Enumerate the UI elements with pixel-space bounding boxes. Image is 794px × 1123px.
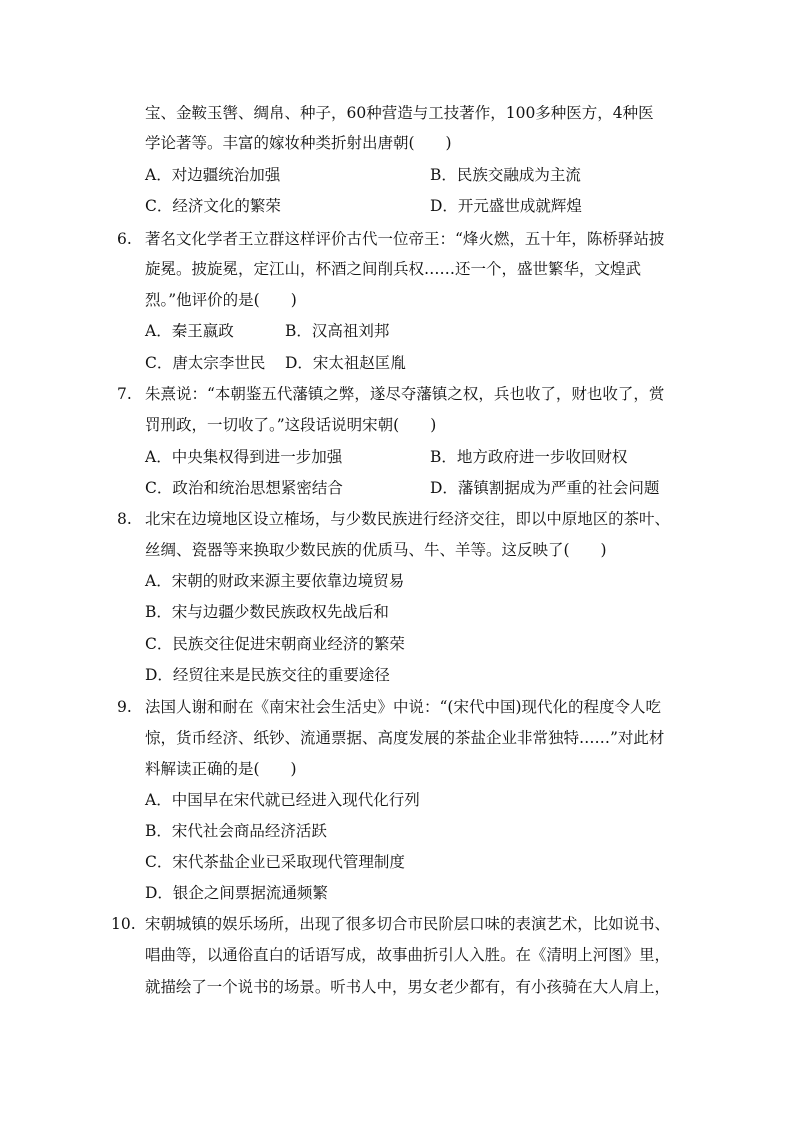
question-5-option-c: C．经济文化的繁荣 xyxy=(145,197,281,215)
question-5-line-1: 宝、金鞍玉辔、绸帛、种子，60种营造与工技著作，100多种医方，4种医 xyxy=(145,104,654,122)
question-6-line-1: 著名文化学者王立群这样评价古代一位帝王：“烽火燃，五十年，陈桥驿站披 xyxy=(145,230,665,248)
question-5-option-b: B．民族交融成为主流 xyxy=(430,166,581,184)
question-6-option-a: A．秦王嬴政 xyxy=(145,322,234,340)
question-6-number: 6. xyxy=(117,230,132,248)
question-8-option-c: C．民族交往促进宋朝商业经济的繁荣 xyxy=(145,635,405,653)
question-10-line-3: 就描绘了一个说书的场景。听书人中，男女老少都有，有小孩骑在大人肩上， xyxy=(145,978,670,996)
question-8-option-b: B．宋与边疆少数民族政权先战后和 xyxy=(145,603,389,621)
question-7-option-a: A．中央集权得到进一步加强 xyxy=(145,448,343,466)
question-9-number: 9. xyxy=(117,698,132,716)
question-9-option-c: C．宋代茶盐企业已采取现代管理制度 xyxy=(145,853,405,871)
question-9-option-a: A．中国早在宋代就已经进入现代化行列 xyxy=(145,791,420,809)
question-7-line-1: 朱熹说：“本朝鉴五代藩镇之弊，遂尽夺藩镇之权，兵也收了，财也收了，赏 xyxy=(145,385,665,403)
question-9-option-b: B．宋代社会商品经济活跃 xyxy=(145,822,327,840)
question-10-line-2: 唱曲等，以通俗直白的话语写成，故事曲折引人入胜。在《清明上河图》里， xyxy=(145,946,670,964)
question-8-option-d: D．经贸往来是民族交往的重要途径 xyxy=(145,666,390,684)
question-10-line-1: 宋朝城镇的娱乐场所，出现了很多切合市民阶层口味的表演艺术，比如说书、 xyxy=(145,915,670,933)
question-6-line-2: 旋冕。披旋冕，定江山，杯酒之间削兵权……还一个，盛世繁华，文煌武 xyxy=(145,260,642,278)
question-9-line-3: 料解读正确的是( ) xyxy=(145,760,297,778)
question-8-option-a: A．宋朝的财政来源主要依靠边境贸易 xyxy=(145,572,405,590)
question-7-line-2: 罚刑政，一切收了。”这段话说明宋朝( ) xyxy=(145,416,437,434)
question-9-line-2: 惊，货币经济、纸钞、流通票据、高度发展的茶盐企业非常独特……”对此材 xyxy=(145,729,665,747)
question-6-option-b: B．汉高祖刘邦 xyxy=(285,322,390,340)
question-8-line-2: 丝绸、瓷器等来换取少数民族的优质马、牛、羊等。这反映了( ) xyxy=(145,541,607,559)
question-9-line-1: 法国人谢和耐在《南宋社会生活史》中说：“(宋代中国)现代化的程度令人吃 xyxy=(145,698,662,716)
question-7-option-d: D．藩镇割据成为严重的社会问题 xyxy=(430,479,660,497)
question-5-line-2: 学论著等。丰富的嫁妆种类折射出唐朝( ) xyxy=(145,134,452,152)
question-5-option-d: D．开元盛世成就辉煌 xyxy=(430,197,582,215)
question-10-number: 10. xyxy=(111,915,136,933)
question-8-number: 8. xyxy=(117,510,132,528)
question-6-option-d: D．宋太祖赵匡胤 xyxy=(285,354,406,372)
question-5-option-a: A．对边疆统治加强 xyxy=(145,166,281,184)
question-6-line-3: 烈。”他评价的是( ) xyxy=(145,291,297,309)
question-8-line-1: 北宋在边境地区设立榷场，与少数民族进行经济交往，即以中原地区的茶叶、 xyxy=(145,510,670,528)
question-7-number: 7. xyxy=(117,385,132,403)
question-7-option-c: C．政治和统治思想紧密结合 xyxy=(145,479,343,497)
question-6-option-c: C．唐太宗李世民 xyxy=(145,354,266,372)
question-9-option-d: D．银企之间票据流通频繁 xyxy=(145,884,328,902)
question-7-option-b: B．地方政府进一步收回财权 xyxy=(430,448,628,466)
